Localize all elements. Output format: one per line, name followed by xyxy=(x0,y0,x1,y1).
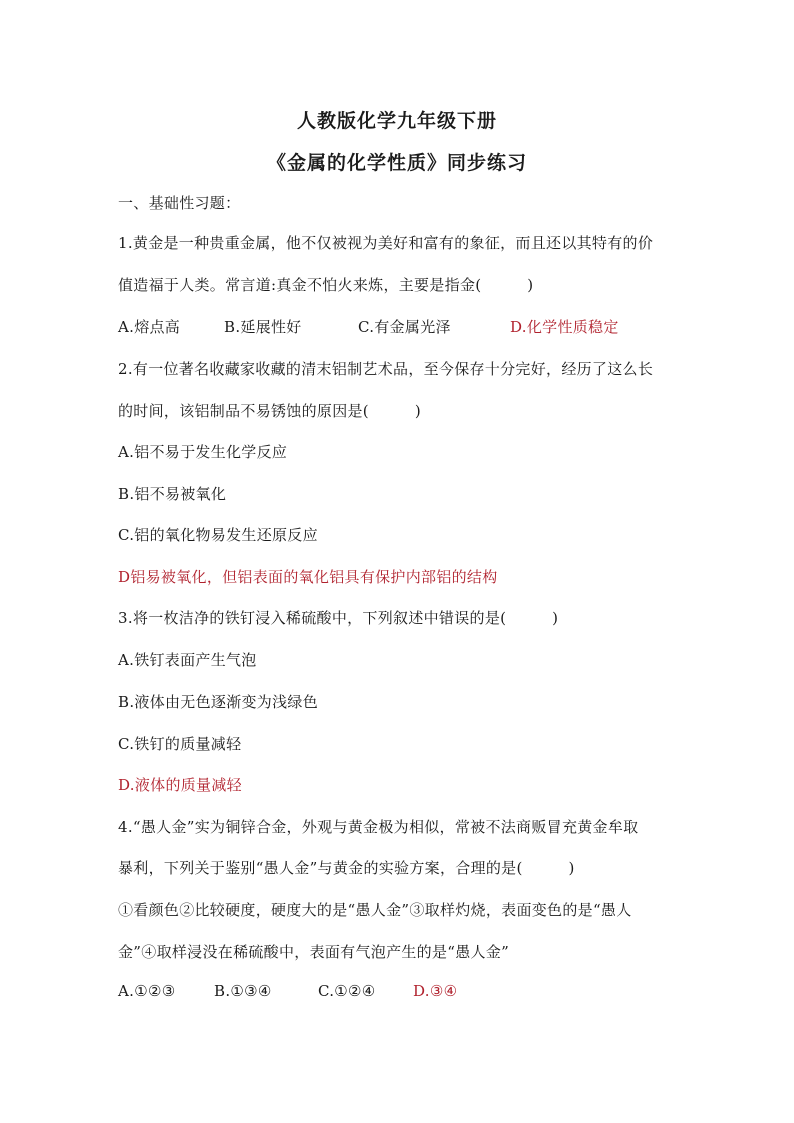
question-3-option-c: C.铁钉的质量减轻 xyxy=(118,735,242,753)
question-2-option-d-answer: D铝易被氧化，但铝表面的氧化铝具有保护内部铝的结构 xyxy=(118,568,498,586)
section-heading: 一、基础性习题： xyxy=(118,194,241,212)
question-4-option-b: B.①③④ xyxy=(214,982,272,1000)
question-4-option-a: A.①②③ xyxy=(118,982,176,1000)
question-1-text-line: 值造福于人类。常言道:真金不怕火来炼，主要是指金( ) xyxy=(118,276,534,294)
question-1-option-c: C.有金属光泽 xyxy=(358,318,451,336)
question-4-text-line: ①看颜色②比较硬度，硬度大的是“愚人金”③取样灼烧，表面变色的是“愚人 xyxy=(118,901,632,919)
question-2-option-b: B.铝不易被氧化 xyxy=(118,485,227,503)
question-1-option-a: A.熔点高 xyxy=(118,318,181,336)
question-2-option-c: C.铝的氧化物易发生还原反应 xyxy=(118,526,318,544)
question-1-option-b: B.延展性好 xyxy=(224,318,302,336)
question-3-option-a: A.铁钉表面产生气泡 xyxy=(118,651,257,669)
question-4-option-c: C.①②④ xyxy=(318,982,376,1000)
question-2-option-a: A.铝不易于发生化学反应 xyxy=(118,443,288,461)
question-4-text-line: 4.“愚人金”实为铜锌合金，外观与黄金极为相似，常被不法商贩冒充黄金牟取 xyxy=(118,818,639,836)
question-3-text-line: 3.将一枚洁净的铁钉浸入稀硫酸中，下列叙述中错误的是( ) xyxy=(118,609,559,627)
question-2-text-line: 2.有一位著名收藏家收藏的清末铝制艺术品，至今保存十分完好，经历了这么长 xyxy=(118,360,654,378)
question-4-text-line: 金”④取样浸没在稀硫酸中，表面有气泡产生的是“愚人金” xyxy=(118,943,510,961)
question-1-text-line: 1.黄金是一种贵重金属，他不仅被视为美好和富有的象征，而且还以其特有的价 xyxy=(118,234,654,252)
question-1-option-d-answer: D.化学性质稳定 xyxy=(510,318,619,336)
question-3-option-b: B.液体由无色逐渐变为浅绿色 xyxy=(118,693,318,711)
question-3-option-d-answer: D.液体的质量减轻 xyxy=(118,776,242,794)
question-2-text-line: 的时间，该铝制品不易锈蚀的原因是( ) xyxy=(118,402,422,420)
question-4-option-d-answer: D.③④ xyxy=(413,982,458,1000)
document-title: 人教版化学九年级下册 xyxy=(296,110,497,132)
document-subtitle: 《金属的化学性质》同步练习 xyxy=(266,152,527,174)
question-4-text-line: 暴利，下列关于鉴别“愚人金”与黄金的实验方案，合理的是( ) xyxy=(118,859,575,877)
